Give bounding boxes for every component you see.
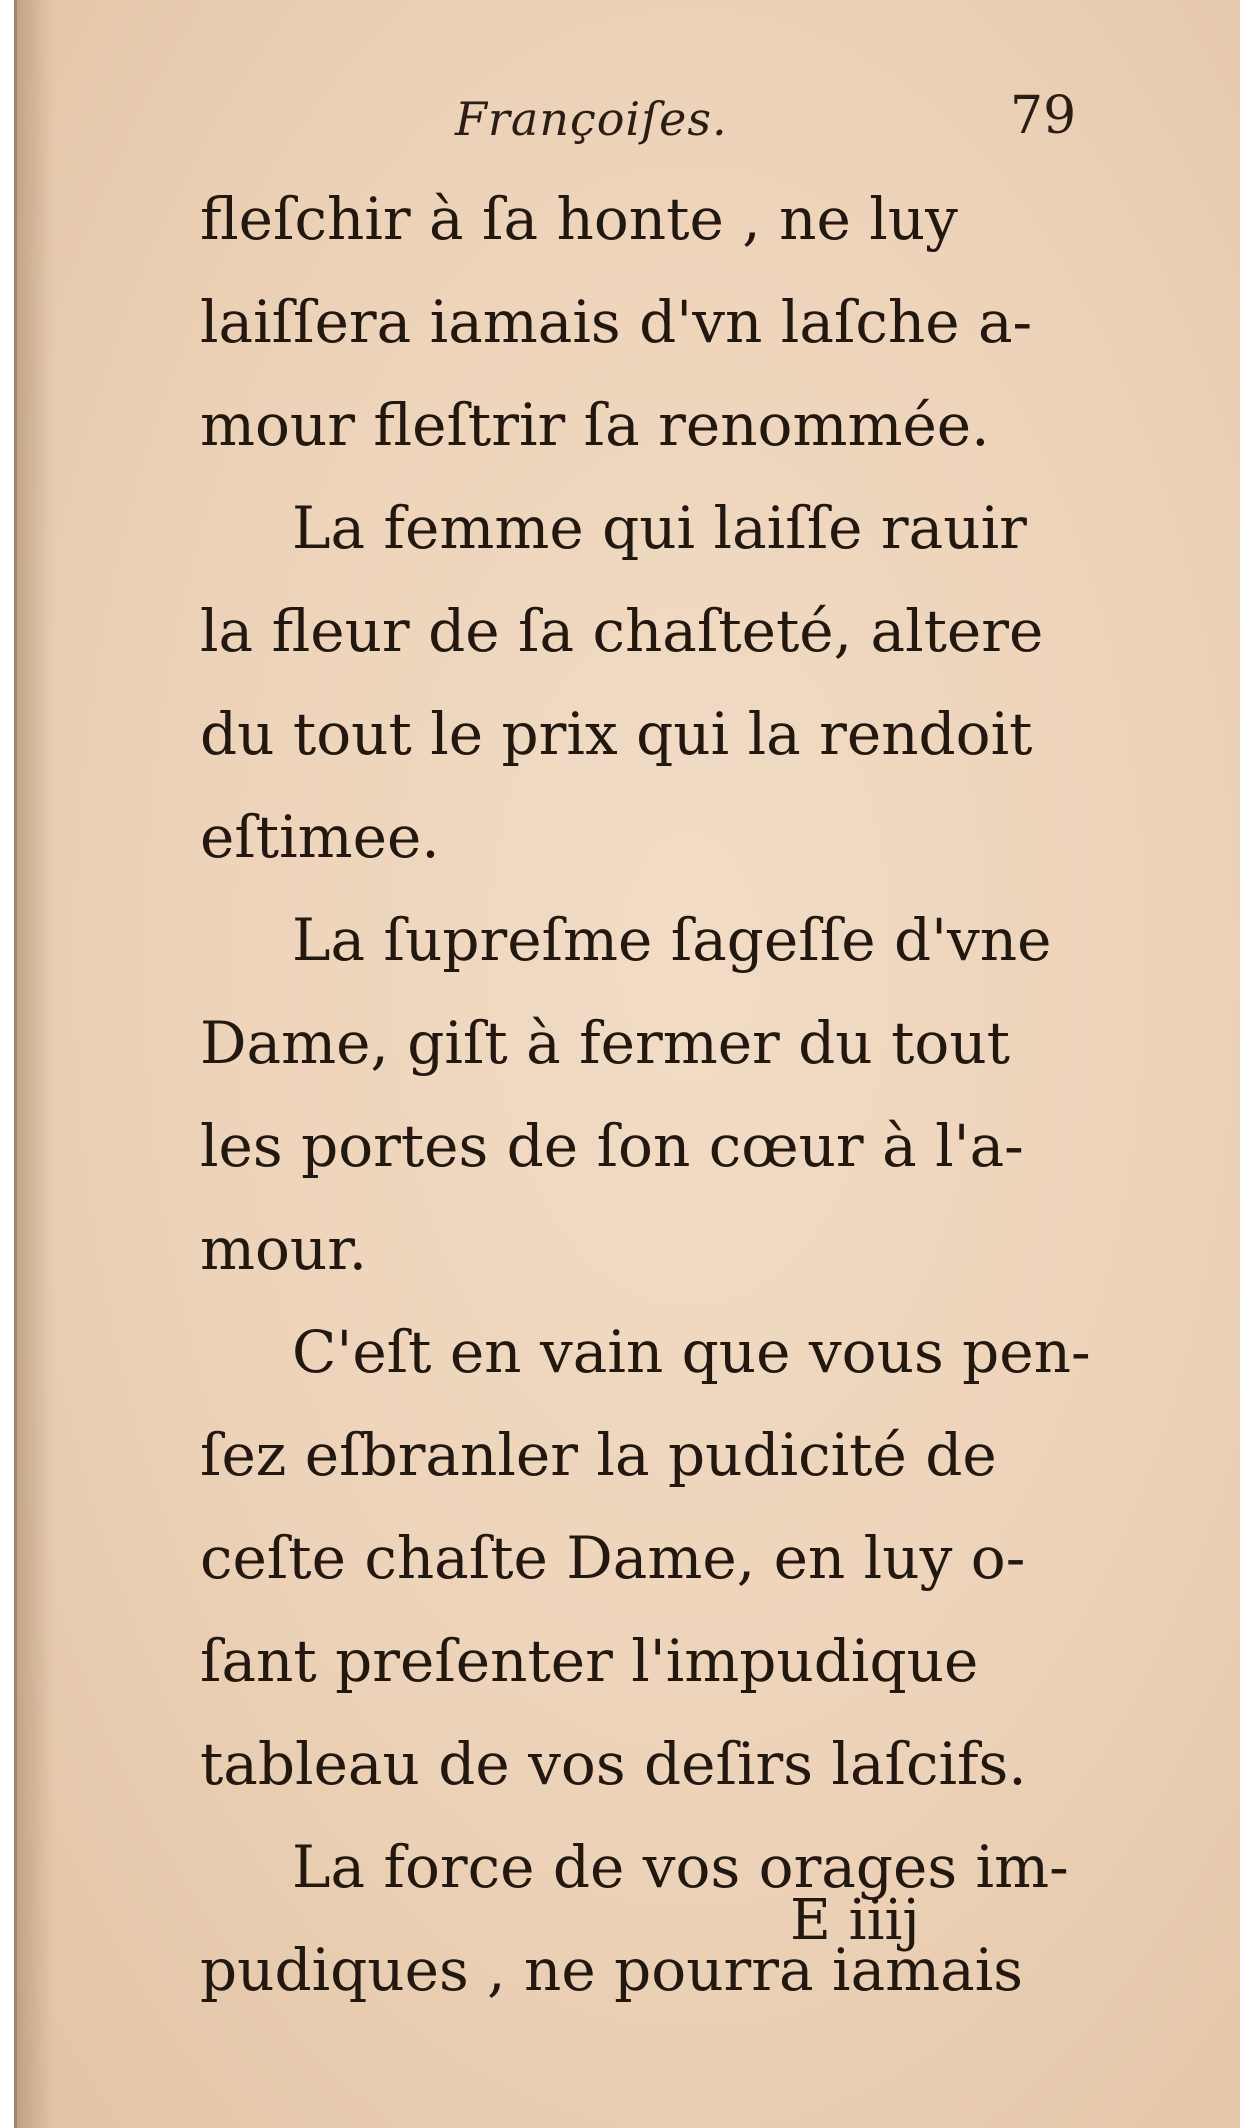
text-line: eſtimee.	[200, 803, 440, 871]
text-line: C'eſt en vain que vous pen-	[292, 1318, 1091, 1386]
text-line: La ſupreſme ſageſſe d'vne	[292, 906, 1052, 974]
text-line: du tout le prix qui la rendoit	[200, 700, 1033, 768]
body-text	[200, 168, 1140, 2022]
text-line: ſez eſbranler la pudicité de	[200, 1421, 997, 1489]
text-line: La force de vos orages im-	[292, 1833, 1069, 1901]
text-line: mour fleſtrir ſa renommée.	[200, 391, 990, 459]
text-line: les portes de ſon cœur à l'a-	[200, 1112, 1024, 1180]
text-line: ſant preſenter l'impudique	[200, 1627, 979, 1695]
text-line: La femme qui laiſſe rauir	[292, 494, 1027, 562]
text-line: tableau de vos deſirs laſcifs.	[200, 1730, 1027, 1798]
page-number: 79	[1010, 86, 1077, 146]
text-line: mour.	[200, 1215, 368, 1283]
text-line: ceſte chaſte Dame, en luy o-	[200, 1524, 1026, 1592]
signature-mark: E iiij	[790, 1888, 920, 1953]
running-head: Françoiſes.	[455, 92, 728, 146]
text-line: fleſchir à ſa honte , ne luy	[200, 185, 958, 253]
text-line: Dame, giſt à fermer du tout	[200, 1009, 1010, 1077]
text-line: laiſſera iamais d'vn laſche a-	[200, 288, 1033, 356]
text-line: la fleur de ſa chaſteté, altere	[200, 597, 1044, 665]
text-line: pudiques , ne pourra iamais	[200, 1936, 1024, 2004]
